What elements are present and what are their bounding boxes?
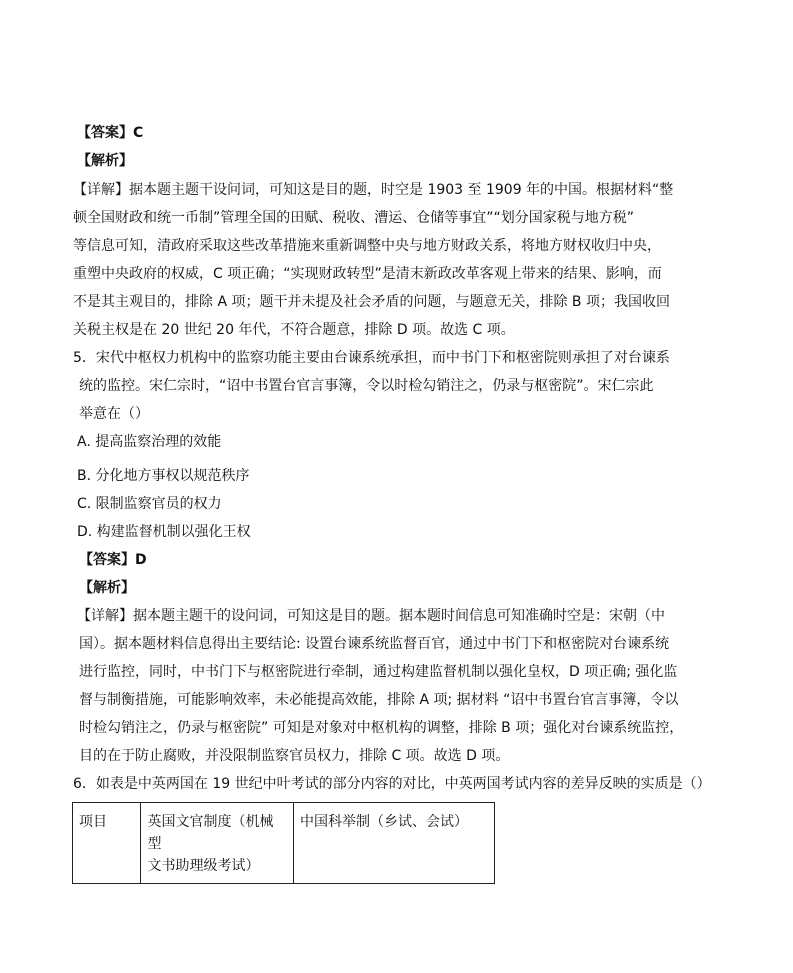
q4-detail-line: 【详解】据本题主题干设问词，可知这是目的题，时空是 1903 至 1909 年的中国。根据材料“整 (73, 182, 674, 198)
q5-option-a: A. 提高监察治理的效能 (77, 434, 222, 450)
comparison-table (72, 802, 495, 884)
q4-detail-line: 等信息可知，清政府采取这些改革措施来重新调整中央与地方财政关系，将地方财权收归中央， (73, 238, 661, 254)
table-cell-britain (141, 803, 294, 884)
q4-detail-line: 重塑中央政府的权威，C 项正确；“实现财政转型”是清末新政改革客观上带来的结果、影响，而 (73, 266, 662, 282)
q5-stem-line: 5．宋代中枢权力机构中的监察功能主要由台谏系统承担，而中书门下和枢密院则承担了对台谏系 (73, 350, 670, 366)
q5-detail-line: 【详解】据本题主题干的设问词，可知这是目的题。据本题时间信息可知准确时空是：宋朝（中 (77, 608, 665, 624)
q4-analysis-title: 【解析】 (77, 153, 133, 169)
q5-detail-line: 国）。据本题材料信息得出主要结论: 设置台谏系统监督百官，通过中书门下和枢密院对台谏系统 (79, 636, 670, 652)
q4-detail-line: 不是其主观目的，排除 A 项；题干并未提及社会矛盾的问题，与题意无关，排除 B 项；我国收回 (73, 294, 670, 310)
q5-option-b: B. 分化地方事权以规范秩序 (77, 468, 250, 484)
table-cell-item: 项目 (73, 803, 141, 884)
q6-stem: 6．如表是中英两国在 19 世纪中叶考试的部分内容的对比，中英两国考试内容的差异反映的实质是（） (73, 776, 711, 792)
q5-answer: 【答案】D (79, 552, 147, 568)
britain-line: 英国文官制度（机械型 (147, 814, 274, 852)
q5-detail-line: 目的在于防止腐败，并没限制监察官员权力，排除 C 项。故选 D 项。 (79, 748, 510, 764)
q5-analysis-title: 【解析】 (79, 580, 135, 596)
table-cell-china: 中国科举制（乡试、会试） (294, 803, 495, 884)
q5-option-d: D. 构建监督机制以强化王权 (77, 524, 251, 540)
q5-detail-line: 时检勾销注之，仍录与枢密院” 可知是对象对中枢机构的调整，排除 B 项；强化对台谏系统监控， (79, 720, 684, 736)
q5-option-c: C. 限制监察官员的权力 (77, 496, 222, 512)
q5-detail-line: 进行监控，同时，中书门下与枢密院进行牵制，通过构建监督机制以强化皇权，D 项正确; 强化监 (79, 664, 678, 680)
q4-detail-line: 关税主权是在 20 世纪 20 年代，不符合题意，排除 D 项。故选 C 项。 (73, 322, 515, 338)
q4-detail-line: 顿全国财政和统一币制”管理全国的田赋、税收、漕运、仓储等事宜”“划分国家税与地方税” (73, 210, 635, 226)
table-row (73, 803, 495, 884)
q4-answer: 【答案】C (77, 125, 144, 141)
q5-detail-line: 督与制衡措施，可能影响效率，未必能提高效能，排除 A 项; 据材料 “诏中书置台官言事簿，令以 (79, 692, 679, 708)
q5-stem-line: 统的监控。宋仁宗时，“诏中书置台官言事簿，令以时检勾销注之，仍录与枢密院”。宋仁宗此 (79, 378, 654, 394)
q5-stem-line: 举意在（） (79, 406, 149, 422)
britain-line: 文书助理级考试） (147, 858, 260, 874)
